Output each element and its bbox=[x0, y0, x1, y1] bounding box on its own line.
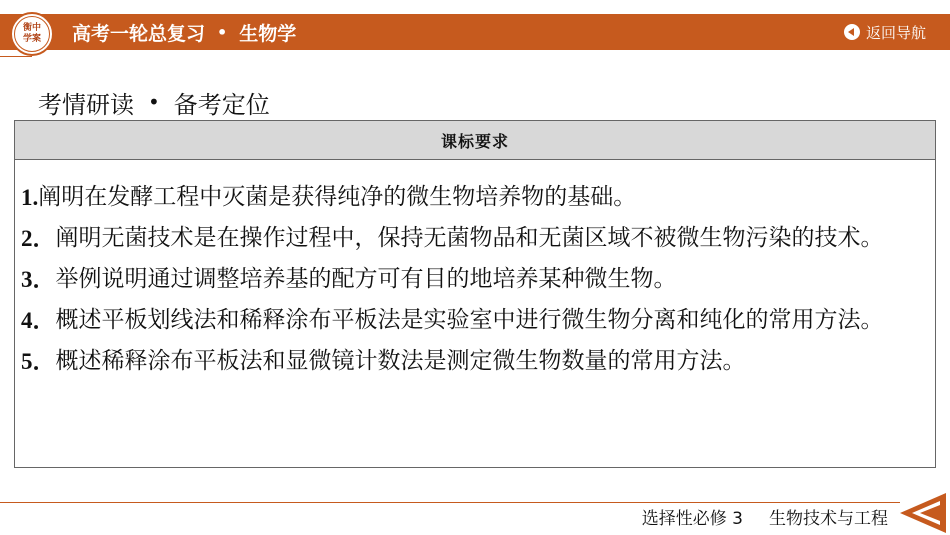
requirement-number: 1. bbox=[21, 185, 39, 210]
logo-seal bbox=[14, 16, 50, 52]
course-title: 高考一轮总复习 bbox=[72, 22, 206, 45]
footer-book: 选择性必修 3 bbox=[641, 508, 743, 529]
requirement-item-1 bbox=[21, 177, 931, 218]
footer-rule bbox=[0, 502, 900, 503]
header-bar bbox=[0, 14, 950, 50]
section-heading-separator: • bbox=[148, 90, 160, 114]
page-nav-arrow-icon[interactable] bbox=[900, 493, 946, 533]
table-header: 课标要求 bbox=[15, 121, 935, 160]
title-separator: • bbox=[217, 22, 228, 42]
requirement-text: 阐明无菌技术是在操作过程中，保持无菌物品和无菌区域不被微生物污染的技术。 bbox=[55, 225, 884, 251]
return-navigation-button[interactable] bbox=[844, 14, 926, 50]
logo-text-line2: 学案 bbox=[22, 34, 41, 44]
logo bbox=[10, 12, 54, 56]
requirement-number: 3． bbox=[21, 267, 56, 292]
header-left-rule bbox=[0, 56, 32, 57]
requirement-number: 5． bbox=[21, 349, 56, 374]
logo-text-line1: 衡中 bbox=[22, 23, 41, 33]
requirement-number: 2． bbox=[21, 226, 56, 251]
requirement-text: 概述稀释涂布平板法和显微镜计数法是测定微生物数量的常用方法。 bbox=[55, 348, 746, 374]
return-navigation-label: 返回导航 bbox=[865, 23, 926, 42]
footer-topic: 生物技术与工程 bbox=[769, 508, 888, 529]
requirement-number: 4． bbox=[21, 308, 56, 333]
footer-label bbox=[642, 504, 888, 528]
requirement-item-4 bbox=[21, 300, 931, 341]
requirement-text: 阐明在发酵工程中灭菌是获得纯净的微生物培养物的基础。 bbox=[38, 184, 637, 210]
requirement-text: 举例说明通过调整培养基的配方可有目的地培养某种微生物。 bbox=[55, 266, 677, 292]
section-heading bbox=[38, 86, 270, 118]
section-heading-part2: 备考定位 bbox=[173, 90, 270, 119]
header-title bbox=[72, 14, 296, 50]
requirement-item-5 bbox=[21, 341, 931, 382]
requirement-item-3 bbox=[21, 259, 931, 300]
curriculum-requirements-table bbox=[14, 120, 936, 468]
table-body bbox=[15, 160, 935, 382]
requirement-item-2 bbox=[21, 218, 931, 259]
back-arrow-icon bbox=[844, 24, 860, 40]
section-heading-part1: 考情研读 bbox=[38, 90, 134, 119]
requirement-text: 概述平板划线法和稀释涂布平板法是实验室中进行微生物分离和纯化的常用方法。 bbox=[55, 307, 884, 333]
subject-title: 生物学 bbox=[239, 22, 297, 45]
